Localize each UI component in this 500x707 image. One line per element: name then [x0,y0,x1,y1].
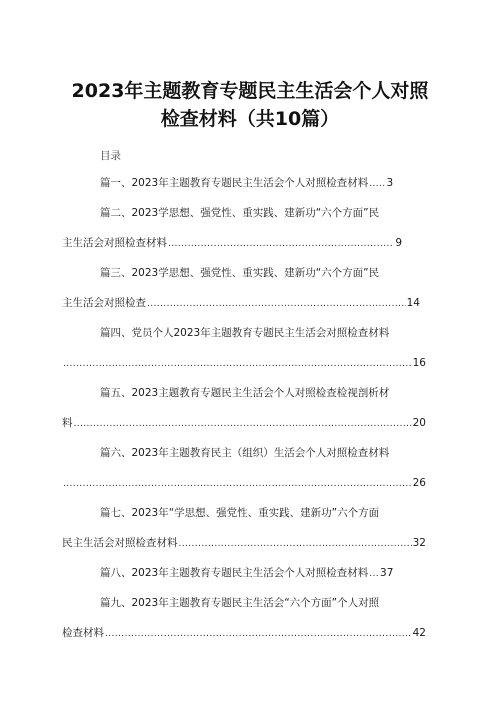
toc-entry-2-text-2: 主生活会对照检查材料 [62,237,167,249]
toc-leader-dots [63,357,412,371]
toc-entry-2-page: 9 [395,237,402,249]
toc-leader-dots [369,177,385,191]
toc-entry-4-line-2[interactable] [62,356,426,371]
toc-entry-3-page: 14 [406,297,420,309]
toc-entry-9-line-1[interactable] [100,596,379,610]
toc-entry-5-text-1: 篇五、2023主题教育专题民主生活会个人对照检查检视剖析材 [100,387,390,399]
toc-entry-1[interactable] [100,176,393,191]
document-title-line-1: 2023年主题教育专题民主生活会个人对照 [71,80,429,102]
toc-entry-2-text-1: 篇二、2023学思想、强党性、重实践、建新功“六个方面”民 [100,207,380,219]
toc-entry-1-page: 3 [386,177,394,189]
toc-entry-5-line-1[interactable] [100,386,389,400]
toc-entry-4-page: 16 [412,357,426,369]
toc-entry-6-text-1: 篇六、2023年主题教育民主（组织）生活会个人对照检查材料 [100,447,390,459]
toc-entry-5-text-2: 料 [62,417,73,429]
toc-entry-8-text: 篇八、2023年主题教育专题民主生活会个人对照检查材料 [100,567,369,579]
toc-entry-8-page: 37 [380,567,394,579]
toc-entry-7-text-2: 民主生活会对照检查材料 [62,537,178,549]
toc-leader-dots [168,237,394,251]
toc-entry-8[interactable] [100,566,393,581]
toc-entry-3-text-2: 主生活会对照检查 [62,297,146,309]
toc-entry-5-line-2[interactable] [62,416,426,431]
toc-entry-7-text-1: 篇七、2023年“学思想、强党性、重实践、建新功”六个方面 [100,507,380,519]
toc-entry-7-page: 32 [412,537,426,549]
toc-leader-dots [369,567,379,581]
toc-entry-2-line-1[interactable] [100,206,379,220]
toc-entry-9-line-2[interactable] [62,626,426,641]
toc-entry-7-line-2[interactable] [62,536,426,551]
toc-leader-dots [179,537,412,551]
toc-entry-7-line-1[interactable] [100,506,379,520]
toc-entry-6-line-2[interactable] [62,476,426,491]
toc-leader-dots [105,627,412,641]
toc-entry-4-text-1: 篇四、党员个人2023年主题教育专题民主生活会对照检查材料 [100,327,390,339]
toc-entry-3-line-2[interactable] [62,296,420,311]
toc-entry-6-page: 26 [412,477,426,489]
toc-entry-9-text-2: 检查材料 [62,627,104,639]
toc-leader-dots [63,477,412,491]
toc-entry-4-line-1[interactable] [100,326,389,340]
toc-entry-3-line-1[interactable] [100,266,379,280]
toc-heading: 目录 [100,150,121,162]
toc-entry-2-line-2[interactable] [62,236,402,251]
toc-entry-9-page: 42 [412,627,426,639]
toc-leader-dots [147,297,406,311]
toc-leader-dots [74,417,412,431]
toc-entry-5-page: 20 [412,417,426,429]
toc-entry-1-text: 篇一、2023年主题教育专题民主生活会个人对照检查材料 [100,177,369,189]
toc-entry-6-line-1[interactable] [100,446,389,460]
document-title-line-2: 检查材料（共10篇） [160,108,340,130]
toc-entry-3-text-1: 篇三、2023学思想、强党性、重实践、建新功“六个方面”民 [100,267,380,279]
toc-entry-9-text-1: 篇九、2023年主题教育专题民主生活会“六个方面”个人对照 [100,597,380,609]
